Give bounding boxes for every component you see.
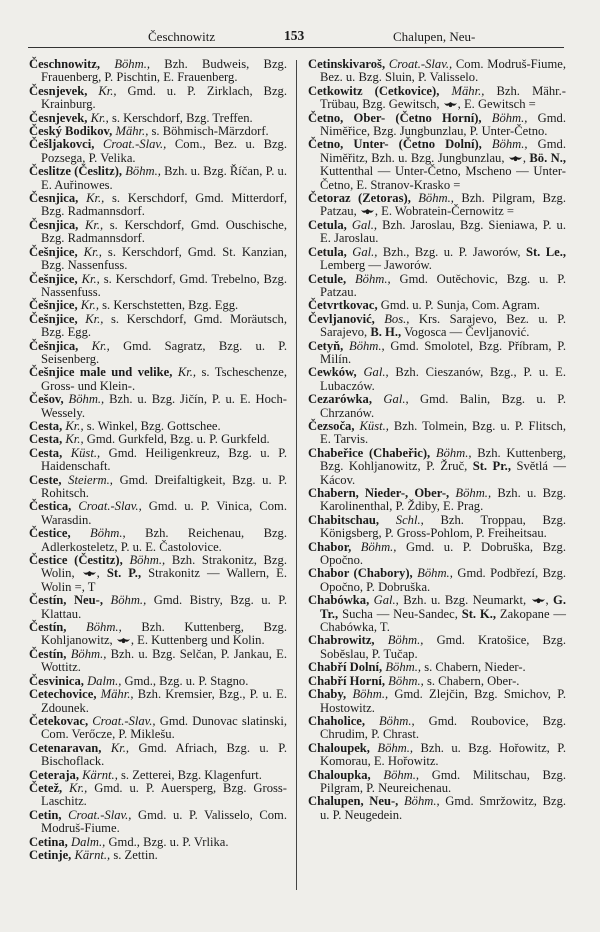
entry-region: Schl., [395, 512, 424, 527]
entry-text: s. Zettin. [113, 847, 158, 862]
entry-region: Kr., [65, 432, 84, 447]
entry-region: Böhm., [86, 620, 122, 635]
entry-text: Bzh. Tolmein, Bzg. u. P. Flitsch, E. Tarvis. [320, 418, 566, 447]
entry-name: Čestica, [29, 499, 72, 514]
entry-region: Kärnt., [82, 767, 118, 782]
entry-text: Gmd. Roubovice, Bzg. Chrudim, P. Chrast. [320, 713, 566, 742]
entry-region: Croat.-Slav., [92, 713, 156, 728]
entry-region: Kr., [91, 338, 110, 353]
gazetteer-entry [308, 769, 566, 796]
entry-name: Cezarówka, [308, 392, 373, 407]
gazetteer-entry [308, 112, 566, 139]
entry-name: Cetinskivaroš, [308, 57, 386, 71]
entry-name: Chabeřice (Chabeřic), [308, 445, 431, 460]
entry-name: Cesta, [29, 432, 63, 447]
gazetteer-entry [308, 246, 566, 273]
entry-text: , E. Gewitsch = [457, 97, 536, 112]
entry-name: Chaloupka, [308, 767, 371, 782]
entry-region: Mähr., [115, 124, 149, 139]
entry-name: Česchnowitz, [29, 57, 101, 71]
gazetteer-entry [29, 138, 287, 165]
gazetteer-entry [29, 393, 287, 420]
entry-region: Kärnt., [74, 847, 111, 862]
entry-text: Bzh. Jaroslau, Bzg. Sieniawa, P. u. E. Jaroslau. [320, 217, 566, 246]
entry-region: Kr., [177, 365, 197, 380]
entry-region: Gal., [373, 593, 399, 608]
entry-region: Kr., [69, 780, 88, 795]
entry-text: Bzh. Kuttenberg, Bzg. Kohljanowitz, P. Žruč, [320, 445, 566, 474]
entry-text: Světlá — Kácov. [320, 459, 566, 487]
entry-region: Böhm., [378, 713, 415, 728]
gazetteer-entry [29, 836, 287, 849]
entry-region: Dalm., [87, 673, 122, 688]
entry-name: Cetinje, [29, 847, 72, 862]
entry-name: Češnjica, [29, 338, 79, 353]
post-horn-icon [82, 567, 97, 574]
entry-region: Böhm., [383, 767, 420, 782]
entry-text: Bzh. Kuttenberg, Bzg. Kohljanowitz, [41, 620, 287, 648]
gazetteer-entry [29, 58, 287, 85]
entry-text: Com., Bez. u. Bzg. Pozsega, P. Velika. [41, 137, 287, 165]
entry-text: Bzh. u. Bzg. Jičín, P. u. E. Hoch-Wessely. [41, 392, 288, 420]
entry-text: Gmd. Gurkfeld, Bzg. u. P. Gurkfeld. [86, 432, 270, 447]
gazetteer-entry [308, 715, 566, 742]
entry-text: Gmd. Outěchovic, Bzg. u. P. Patzau. [320, 271, 567, 299]
entry-name: Čestice, [29, 526, 71, 541]
entry-name: Česnjica, [29, 191, 79, 206]
gazetteer-entry [308, 313, 566, 340]
entry-name: Čevljanović, [308, 311, 375, 326]
entry-name: Cetyň, [308, 338, 344, 353]
entry-text: Gmd. Balin, Bzg. u. P. Chrzanów. [320, 392, 567, 420]
entry-text: s. Böhmisch-Märzdorf. [151, 124, 269, 139]
entry-region: Böhm., [352, 687, 389, 702]
entry-region: Kr., [85, 311, 104, 326]
entry-text: Bzh., Bzg. u. P. Jaworów, [382, 244, 526, 259]
entry-railway-mark: Bö. N., [529, 150, 566, 165]
entry-region: Kr., [110, 740, 130, 755]
entry-text: s. Chabern, Ober-. [426, 673, 520, 688]
gazetteer-entry [308, 420, 566, 447]
entry-text: Sucha — Neu-Sandec, [338, 606, 462, 621]
entry-name: Chabří Horní, [308, 673, 385, 688]
entry-text: Gmd. Smolotel, Bzg. Příbram, P. Milín. [320, 338, 566, 366]
entry-text: s. Kerschdorf, Gmd. Trebelno, Bzg. Nassenfuss. [41, 271, 287, 299]
entry-text: Gmd. Militschau, Bzg. Pilgram, P. Neureichenau. [320, 767, 566, 795]
entry-region: Böhm., [417, 566, 453, 581]
gazetteer-entry [308, 688, 566, 715]
post-horn-icon [360, 205, 375, 212]
gazetteer-entry [29, 849, 287, 862]
gazetteer-entry [29, 85, 287, 112]
entry-region: Böhm., [491, 137, 528, 152]
gazetteer-entry [29, 500, 287, 527]
entry-text: Lemberg — Jaworów. [320, 258, 432, 273]
gazetteer-entry [308, 219, 566, 246]
entry-name: Chaholice, [308, 713, 366, 728]
entry-railway-mark: St. Pr., [472, 459, 511, 474]
entry-region: Böhm., [388, 673, 424, 688]
entry-name: Čezsoča, [308, 418, 355, 433]
gazetteer-entry [308, 192, 566, 219]
entry-name: Chaby, [308, 687, 347, 702]
entry-name: Cetechovice, [29, 687, 97, 702]
entry-name: Chabern, Nieder-, Ober-, [308, 486, 450, 500]
entry-railway-mark: St. Le., [525, 244, 566, 259]
gazetteer-entry [29, 474, 287, 501]
entry-text: Bzh. u. Bzg. Říčan, P. u. E. Auřinowes. [41, 164, 287, 192]
running-head-left: Česchnowitz [148, 29, 216, 44]
entry-name: Česnjica, [29, 217, 79, 232]
entry-region: Gal., [363, 365, 389, 380]
entry-name: Cetula, [308, 244, 347, 259]
entry-text: , E. Wobratein-Černowitz = [374, 204, 514, 219]
entry-region: Kr., [81, 271, 100, 286]
entry-text: s. Chabern, Nieder-. [424, 660, 526, 675]
entry-region: Böhm., [418, 191, 454, 206]
gazetteer-entry [308, 567, 566, 594]
entry-text: Bzh. u. Bzg. Neumarkt, [403, 593, 531, 608]
entry-region: Böhm., [403, 794, 440, 809]
entry-text: Bzh. u. Bzg. Hořowitz, P. Komorau, E. Hořowitz. [320, 740, 566, 769]
entry-region: Kr., [80, 298, 99, 313]
post-horn-icon [443, 98, 458, 105]
entry-name: Češnjice, [29, 271, 78, 286]
entry-name: Čestice (Čestitz), [29, 553, 123, 568]
gazetteer-entry [29, 192, 287, 219]
gazetteer-entry [29, 809, 287, 836]
entry-text: , E. Kuttenberg und Kolin. [130, 633, 265, 648]
entry-name: Čestín, [29, 646, 67, 661]
entry-region: Böhm., [491, 110, 528, 125]
gazetteer-entry [29, 273, 287, 300]
entry-name: Česnjevek, [29, 110, 88, 125]
entry-text: Vogosca — Čevljanović. [401, 325, 530, 340]
entry-region: Böhm., [360, 539, 397, 554]
gazetteer-entry [29, 621, 287, 648]
entry-text: Gmd. u. P. Dobruška, Bzg. Opočno. [320, 539, 567, 568]
entry-name: Cetula, [308, 217, 347, 232]
entry-text: , [545, 593, 554, 608]
entry-region: Böhm., [387, 633, 424, 648]
gazetteer-entry [29, 340, 287, 367]
entry-region: Steierm., [68, 472, 113, 487]
gazetteer-entry [29, 594, 287, 621]
gazetteer-entry [308, 85, 566, 112]
gazetteer-entry [308, 634, 566, 661]
entry-text: Gmd. Smržowitz, Bzg. u. P. Neugedein. [320, 794, 567, 822]
entry-text: Gmd. Niměřice, Bzg. Jungbunzlau, P. Unter-Četno. [320, 110, 566, 139]
entry-region: Kr., [98, 83, 117, 98]
entry-region: Dalm., [70, 834, 106, 849]
entry-text: Gmd. u. P. Sunja, Com. Agram. [380, 298, 540, 313]
entry-name: Češnjice, [29, 244, 78, 259]
entry-name: Česlitze (Česlitz), [29, 164, 123, 179]
gazetteer-entry [308, 795, 566, 822]
entry-name: Četno, Unter- (Četno Dolní), [308, 137, 482, 152]
entry-name: Chalupen, Neu-, [308, 794, 399, 809]
gazetteer-entry [308, 340, 566, 367]
entry-text: s. Tscheschenze, Gross- und Klein-. [41, 365, 287, 393]
entry-text: Bzh. Strakonitz, Bzg. Wolin, [41, 553, 287, 581]
entry-railway-mark: St. K., [461, 606, 497, 621]
entry-text: s. Kerschstetten, Bzg. Egg. [102, 298, 239, 313]
entry-text: s. Kerschdorf, Gmd. St. Kanzian, Bzg. Nassenfuss. [41, 244, 287, 273]
left-column [29, 58, 287, 862]
gazetteer-entry [308, 447, 566, 487]
entry-name: Chabrowitz, [308, 633, 375, 648]
entry-name: Češov, [29, 392, 64, 407]
gazetteer-entry [29, 742, 287, 769]
entry-text: Gmd. Niměřitz, Bzh. u. Bzg. Jungbunzlau, [320, 137, 566, 165]
entry-text: s. Kerschdorf, Gmd. Mitterdorf, Bzg. Radmannsdorf. [41, 191, 287, 219]
gazetteer-entry [29, 366, 287, 393]
gazetteer-entry [308, 487, 566, 514]
column-divider [296, 60, 297, 890]
entry-region: Böhm., [455, 486, 492, 500]
entry-railway-mark: G. Tr., [320, 593, 566, 621]
entry-region: Croat.-Slav., [68, 807, 132, 822]
gazetteer-entry [308, 366, 566, 393]
gazetteer-entry [308, 58, 566, 85]
entry-text: Gmd. Heiligenkreuz, Bzg. u. P. Haidenschaft. [41, 445, 287, 474]
entry-text: , [96, 566, 107, 581]
entry-name: Cetin, [29, 807, 62, 822]
entry-text: , [522, 150, 530, 165]
entry-text: Bzh. Kremsier, Bzg., P. u. E. Zdounek. [41, 687, 287, 715]
entry-text: Zakopane — Chabówka, T. [320, 606, 566, 635]
entry-region: Kr., [83, 244, 102, 259]
entry-text: Gmd. Bistry, Bzg. u. P. Klattau. [41, 593, 288, 621]
gazetteer-entry [308, 514, 566, 541]
entry-name: Ceste, [29, 472, 62, 487]
entry-text: Bzh. Mähr.-Trübau, Bzg. Gewitsch, [320, 83, 566, 112]
entry-text: Com. Modruš-Fiume, Bez. u. Bzg. Sluin, P. Valisselo. [320, 57, 566, 85]
entry-text: Bzh. Budweis, Bzg. Frauenberg, P. Pischtin, E. Frauenberg. [41, 57, 287, 85]
entry-name: Chabor, [308, 539, 352, 554]
entry-region: Küst., [359, 418, 389, 433]
entry-region: Kr., [86, 191, 105, 206]
entry-name: Cetkowitz (Cetkovice), [308, 83, 440, 98]
entry-name: Cesta, [29, 418, 63, 433]
gazetteer-entry [29, 246, 287, 273]
entry-name: Chabówka, [308, 593, 370, 608]
entry-text: Gmd. u. P. Auersperg, Bzg. Gross-Laschitz. [41, 780, 287, 809]
entry-region: Kr., [84, 217, 104, 232]
entry-name: Četno, Ober- (Četno Horní), [308, 110, 482, 125]
entry-text: Gmd. Sagratz, Bzg. u. P. Seisenberg. [41, 338, 287, 366]
entry-region: Gal., [352, 244, 378, 259]
entry-name: Cesta, [29, 445, 63, 460]
entry-region: Böhm., [125, 164, 161, 179]
entry-name: Cetule, [308, 271, 347, 286]
gazetteer-entry [308, 742, 566, 769]
entry-text: Bzh. Cieszanów, Bzg., P. u. E. Lubaczów. [320, 365, 566, 393]
gazetteer-entry [308, 273, 566, 300]
entry-text: Krs. Sarajevo, Bez. u. P. Sarajevo, [320, 311, 566, 340]
entry-region: Kr., [90, 110, 109, 125]
entry-region: Böhm., [377, 740, 414, 755]
post-horn-icon [116, 634, 131, 641]
entry-text: s. Kerschdorf, Gmd. Moräutsch, Bzg. Egg. [41, 311, 287, 340]
entry-region: Gal., [351, 217, 378, 232]
gazetteer-entry [29, 447, 287, 474]
gazetteer-entry [29, 299, 287, 312]
entry-text: s. Kerschdorf, Bzg. Treffen. [111, 110, 253, 125]
entry-text: Gmd. Kratošice, Bzg. Soběslau, P. Tučap. [320, 633, 566, 661]
gazetteer-entry [308, 138, 566, 192]
entry-region: Mähr., [100, 687, 134, 702]
entry-region: Böhm., [435, 445, 472, 460]
entry-region: Böhm., [68, 392, 105, 407]
entry-text: Gmd., Bzg. u. P. Stagno. [124, 673, 249, 688]
entry-name: Cetenaravan, [29, 740, 102, 755]
entry-name: Ceteraja, [29, 767, 79, 782]
entry-text: Gmd., Bzg. u. P. Vrlika. [108, 834, 229, 849]
entry-region: Croat.-Slav., [103, 137, 167, 152]
gazetteer-entry [29, 527, 287, 554]
entry-name: Česnjevek, [29, 83, 88, 98]
entry-name: Četekovac, [29, 713, 89, 728]
entry-railway-mark: St. P., [106, 566, 142, 581]
gazetteer-entry [29, 112, 287, 125]
gazetteer-entry [29, 554, 287, 594]
entry-name: Četež, [29, 780, 63, 795]
entry-region: Böhm., [90, 526, 126, 541]
gazetteer-entry [29, 675, 287, 688]
entry-region: Kr., [65, 418, 84, 433]
entry-text: Gmd. Dreifaltigkeit, Bzg. u. P. Rohitsch. [41, 472, 287, 500]
entry-text: s. Zetterei, Bzg. Klagenfurt. [121, 767, 262, 782]
entry-name: Češljakovci, [29, 137, 95, 152]
entry-name: Čestín, Neu-, [29, 593, 103, 608]
entry-region: Böhm., [114, 57, 150, 71]
entry-text: s. Winkel, Bzg. Gottschee. [86, 418, 221, 433]
entry-text: Bzh. Troppau, Bzg. Königsberg, P. Gross-Pohlom, P. Freiheitsau. [320, 512, 566, 541]
entry-text: Strakonitz — Wallern, E. Wolin =, T [41, 566, 287, 594]
entry-text: Kuttenthal — Unter-Četno, Mscheno — Unter-Četno, E. Stranov-Krasko = [320, 164, 566, 192]
entry-region: Böhm., [110, 593, 147, 608]
entry-name: Češnjice male und velike, [29, 365, 173, 380]
page-number: 153 [284, 28, 305, 43]
entry-name: Čestín, [29, 620, 67, 635]
entry-text: Gmd. Zlejčin, Bzg. Smichov, P. Hostowitz. [320, 687, 566, 715]
entry-text: s. Kerschdorf, Gmd. Ouschische, Bzg. Radmannsdorf. [41, 217, 287, 246]
entry-name: Chabitschau, [308, 512, 380, 527]
entry-name: Cewków, [308, 365, 357, 380]
entry-text: Gmd. u. P. Vinica, Com. Warasdin. [41, 499, 287, 527]
entry-name: Český Bodikov, [29, 124, 113, 139]
entry-text: Bzh. u. Bzg. Karolinenthal, P. Ždiby, E. Prag. [320, 486, 567, 514]
entry-region: Böhm., [349, 338, 385, 353]
entry-region: Mähr., [451, 83, 485, 98]
gazetteer-entry [308, 541, 566, 568]
gazetteer-entry [29, 125, 287, 138]
gazetteer-entry [308, 675, 566, 688]
entry-name: Češnjice, [29, 311, 78, 326]
entry-name: Četoraz (Zetoras), [308, 191, 411, 206]
gazetteer-entry [29, 782, 287, 809]
post-horn-icon [531, 594, 546, 601]
entry-region: Küst., [70, 445, 101, 460]
entry-railway-mark: B. H., [370, 325, 402, 340]
gazetteer-entry [308, 393, 566, 420]
entry-text: Gmd. Dunovac slatinski, Com. Verőcze, P. Miklešu. [41, 713, 287, 742]
entry-region: Gal., [383, 392, 409, 407]
entry-region: Böhm., [385, 660, 422, 675]
entry-name: Cetina, [29, 834, 68, 849]
entry-region: Croat.-Slav., [388, 57, 453, 71]
post-horn-icon [508, 152, 523, 159]
gazetteer-entry [29, 715, 287, 742]
entry-name: Četvrtkovac, [308, 298, 378, 313]
entry-region: Croat.-Slav., [78, 499, 142, 514]
gazetteer-entry [308, 594, 566, 634]
gazetteer-entry [29, 219, 287, 246]
entry-text: Bzh. Reichenau, Bzg. Adlerkosteletz, P. u. E. Častolovice. [41, 526, 288, 554]
entry-text: Bzh. Pilgram, Bzg. Patzau, [320, 191, 566, 219]
gazetteer-entry [29, 648, 287, 675]
entry-text: Gmd. Afriach, Bzg. u. P. Bischoflack. [41, 740, 287, 769]
entry-text: Gmd. u. P. Valisselo, Com. Modruš-Fiume. [41, 807, 287, 836]
gazetteer-entry [308, 661, 566, 674]
right-column [308, 58, 566, 822]
gazetteer-entry [29, 420, 287, 433]
entry-name: Chabor (Chabory), [308, 566, 413, 581]
entry-name: Chabří Dolní, [308, 660, 383, 675]
entry-text: Bzh. u. Bzg. Selčan, P. Jankau, E. Wottitz. [41, 646, 287, 675]
entry-region: Böhm., [354, 271, 391, 286]
running-head-right: Chalupen, Neu- [393, 29, 476, 44]
gazetteer-entry [308, 299, 566, 312]
gazetteer-entry [29, 769, 287, 782]
gazetteer-entry [29, 313, 287, 340]
gazetteer-entry [29, 688, 287, 715]
entry-text: Gmd. Podbřezí, Bzg. Opočno, P. Dobruška. [320, 566, 567, 594]
entry-region: Böhm., [129, 553, 166, 568]
entry-text: Gmd. u. P. Zirklach, Bzg. Krainburg. [41, 83, 287, 112]
gazetteer-entry [29, 165, 287, 192]
entry-region: Bos., [384, 311, 410, 326]
page-header [28, 27, 564, 48]
entry-name: Chaloupek, [308, 740, 370, 755]
gazetteer-entry [29, 433, 287, 446]
entry-region: Böhm., [70, 646, 107, 661]
entry-name: Češnjice, [29, 298, 78, 313]
entry-name: Česvinica, [29, 673, 84, 688]
